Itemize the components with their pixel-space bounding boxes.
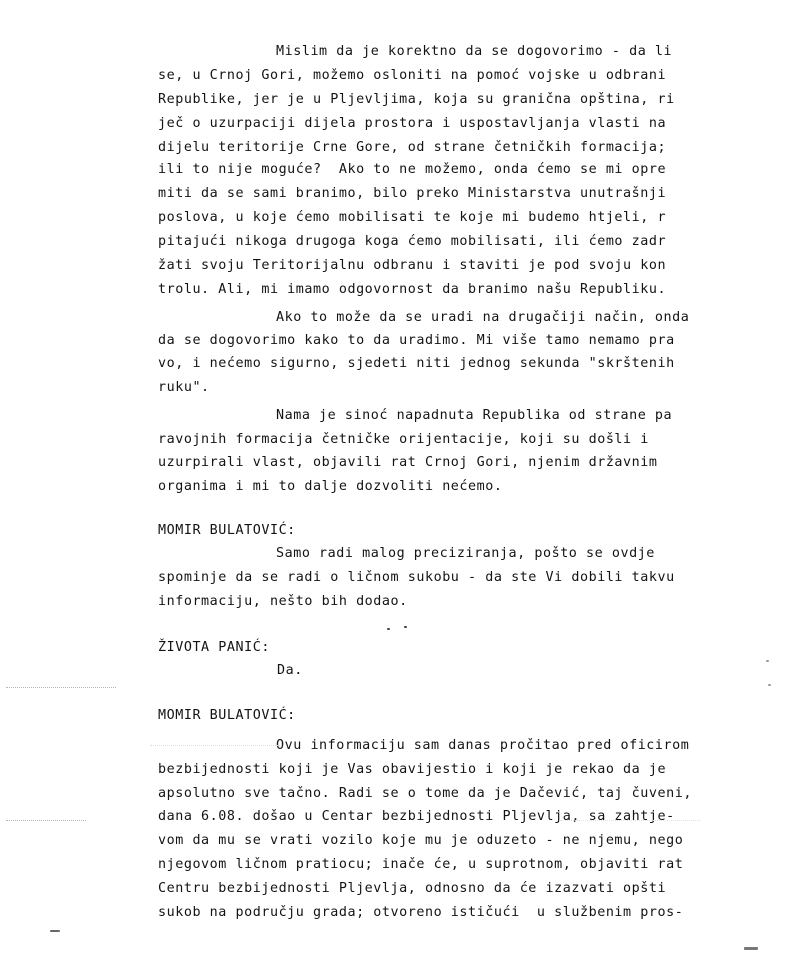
scan-speck xyxy=(387,628,390,630)
scan-speck xyxy=(768,684,771,686)
paragraph-1-line-5: dijelu teritorije Crne Gore, od strane četničkih formacija; xyxy=(158,140,667,155)
paragraph-6-line-7: Centru bezbijednosti Pljevlja, odnosno da će izazvati opšti xyxy=(158,881,667,896)
paragraph-1-line-4: ječ o uzurpaciji dijela prostora i uspostavljanja vlasti na xyxy=(158,116,667,131)
speaker-name: MOMIR BULATOVIĆ: xyxy=(158,523,296,538)
paragraph-3-line-3: uzurpirali vlast, objavili rat Crnoj Gori, njenim državnim xyxy=(158,455,658,470)
scan-noise-line xyxy=(150,745,280,747)
paragraph-6-line-3: apsolutno sve tačno. Radi se o tome da je Dačević, taj čuveni, xyxy=(158,786,692,801)
scan-speck xyxy=(744,947,758,950)
paragraph-2-line-2: da se dogovorimo kako to da uradimo. Mi više tamo nemamo pra xyxy=(158,333,675,348)
paragraph-1-line-11: trolu. Ali, mi imamo odgovornost da branimo našu Republiku. xyxy=(158,282,667,297)
speaker-name: MOMIR BULATOVIĆ: xyxy=(158,708,296,723)
paragraph-3-line-2: ravojnih formacija četničke orijentacije, koji su došli i xyxy=(158,432,649,447)
scan-noise-line xyxy=(560,820,700,822)
paragraph-6-line-1: Ovu informaciju sam danas pročitao pred oficirom xyxy=(276,738,690,753)
paragraph-4-line-2: spominje da se radi o ličnom sukobu - da ste Vi dobili takvu xyxy=(158,570,675,585)
scan-speck xyxy=(766,660,769,662)
paragraph-1-line-10: žati svoju Teritorijalnu odbranu i staviti je pod svoju kon xyxy=(158,258,667,273)
paragraph-1-line-7: miti da se sami branimo, bilo preko Ministarstva unutrašnji xyxy=(158,186,667,201)
paragraph-2-line-3: vo, i nećemo sigurno, sjedeti niti jednog sekunda "skrštenih xyxy=(158,356,675,371)
scan-noise-line xyxy=(6,687,116,689)
paragraph-2-line-1: Ako to može da se uradi na drugačiji način, onda xyxy=(276,310,690,325)
speaker-name: ŽIVOTA PANIĆ: xyxy=(158,640,270,655)
paragraph-6-line-6: njegovom ličnom pratiocu; inače će, u suprotnom, objaviti rat xyxy=(158,857,684,872)
paragraph-4-line-1: Samo radi malog preciziranja, pošto se ovdje xyxy=(276,546,655,561)
scan-speck xyxy=(404,626,407,628)
paragraph-1-line-2: se, u Crnoj Gori, možemo osloniti na pomoć vojske u odbrani xyxy=(158,68,667,83)
paragraph-1-line-9: pitajući nikoga drugoga koga ćemo mobilisati, ili ćemo zadr xyxy=(158,234,667,249)
paragraph-5-line-1: Da. xyxy=(277,663,303,678)
paragraph-6-line-5: vom da mu se vrati vozilo koje mu je oduzeto - ne njemu, nego xyxy=(158,833,684,848)
paragraph-2-line-4: ruku". xyxy=(158,380,210,395)
paragraph-1-line-8: poslova, u koje ćemo mobilisati te koje mi budemo htjeli, r xyxy=(158,210,667,225)
scan-speck xyxy=(50,930,60,932)
paragraph-1-line-1: Mislim da je korektno da se dogovorimo - da li xyxy=(276,44,673,59)
paragraph-6-line-2: bezbijednosti koji je Vas obavijestio i koji je rekao da je xyxy=(158,762,667,777)
scan-noise-line xyxy=(6,820,86,822)
paragraph-3-line-1: Nama je sinoć napadnuta Republika od strane pa xyxy=(276,408,673,423)
paragraph-4-line-3: informaciju, nešto bih dodao. xyxy=(158,594,408,609)
paragraph-6-line-4: dana 6.08. došao u Centar bezbijednosti Pljevlja, sa zahtje- xyxy=(158,809,675,824)
paragraph-6-line-8: sukob na području grada; otvoreno ističući u službenim pros- xyxy=(158,905,684,920)
paragraph-1-line-6: ili to nije moguće? Ako to ne možemo, onda ćemo se mi opre xyxy=(158,162,667,177)
paragraph-3-line-4: organima i mi to dalje dozvoliti nećemo. xyxy=(158,479,503,494)
paragraph-1-line-3: Republike, jer je u Pljevljima, koja su granična opština, ri xyxy=(158,92,675,107)
